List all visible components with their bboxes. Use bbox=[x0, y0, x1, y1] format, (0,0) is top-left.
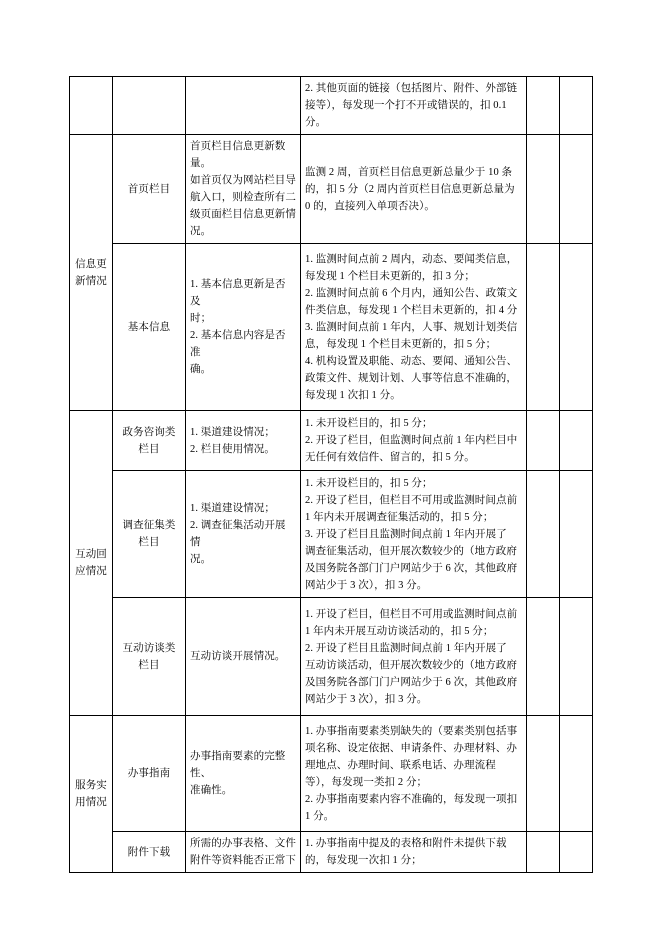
desc-line: 互动访谈开展情况。 bbox=[190, 651, 286, 662]
cell-note[interactable] bbox=[560, 716, 593, 832]
desc-line: 况。 bbox=[190, 554, 212, 565]
item-line: 政务咨询类 bbox=[122, 426, 176, 438]
rule-line: 理地点、办理时间、联系电话、办理流程 bbox=[305, 759, 496, 771]
desc-line: 时； bbox=[190, 313, 212, 324]
rule-line: 1. 未开设栏目的，扣 5 分； bbox=[305, 418, 433, 429]
cell-note[interactable] bbox=[560, 471, 593, 598]
rule-line: 2. 办事指南要素内容不准确的，每发现一项扣 bbox=[305, 793, 518, 805]
cell-item: 办事指南 bbox=[113, 716, 186, 832]
desc-line: 况。 bbox=[190, 226, 212, 237]
desc-line: 2. 调查征集活动开展情 bbox=[190, 520, 286, 548]
cell-note[interactable] bbox=[560, 77, 593, 135]
rule-line: 及国务院各部门门户网站少于 6 次，其他政府 bbox=[305, 562, 518, 574]
cell-item: 基本信息 bbox=[113, 244, 186, 411]
cell-description bbox=[186, 77, 301, 135]
rule-line: 调查征集活动，但开展次数较少的（地方政府 bbox=[305, 545, 517, 557]
rule-line: 3. 监测时间点前 1 年内，人事、规划计划类信 bbox=[305, 321, 518, 333]
rule-line: 每发现 1 次扣 1 分。 bbox=[305, 389, 401, 401]
category-line: 信息更 bbox=[75, 258, 107, 270]
rule-line: 息，每发现 1 个栏目未更新的，扣 5 分； bbox=[305, 338, 497, 350]
desc-line: 所需的办事表格、文件 bbox=[190, 838, 296, 849]
cell-note[interactable] bbox=[560, 832, 593, 873]
rule-line: 件类信息，每发现 1 个栏目未更新的，扣 4 分 bbox=[305, 304, 518, 316]
rule-line: 无任何有效信件、留言的，扣 5 分。 bbox=[305, 452, 475, 463]
rule-line: 等），每发现一类扣 2 分； bbox=[305, 776, 428, 788]
cell-score[interactable] bbox=[527, 471, 560, 598]
item-line: 互动访谈类 bbox=[122, 642, 176, 654]
cell-rule bbox=[301, 598, 527, 716]
desc-line: 2. 栏目使用情况。 bbox=[190, 443, 275, 455]
cell-rule bbox=[301, 832, 527, 873]
rule-line: 3. 开设了栏目且监测时间点前 1 年内开展了 bbox=[305, 528, 507, 540]
cell-note[interactable] bbox=[560, 411, 593, 471]
cell-rule bbox=[301, 471, 527, 598]
rule-line: 1 年内未开展互动访谈活动的，扣 5 分； bbox=[305, 625, 494, 637]
cell-score[interactable] bbox=[527, 598, 560, 716]
rule-line: 0 的，直接列入单项否决）。 bbox=[305, 200, 436, 212]
cell-item bbox=[113, 77, 186, 135]
cell-description bbox=[186, 411, 301, 471]
rule-line: 2. 开设了栏目且监测时间点前 1 年内开展了 bbox=[305, 642, 507, 654]
category-line: 互动回 bbox=[75, 549, 107, 560]
item-line: 栏目 bbox=[138, 537, 160, 548]
desc-line: 如首页仅为网站栏目导 bbox=[190, 175, 296, 186]
rule-line: 2. 开设了栏目，但监测时间点前 1 年内栏目中 bbox=[305, 435, 518, 446]
cell-category bbox=[70, 77, 113, 135]
category-line: 应情况 bbox=[75, 566, 107, 577]
rule-line: 分。 bbox=[305, 117, 327, 128]
cell-score[interactable] bbox=[527, 832, 560, 873]
cell-score[interactable] bbox=[527, 716, 560, 832]
rule-line: 1. 办事指南要素类别缺失的（要素类别包括事 bbox=[305, 725, 518, 737]
cell-item: 首页栏目 bbox=[113, 135, 186, 244]
rule-line: 1 分。 bbox=[305, 810, 335, 822]
cell-rule bbox=[301, 411, 527, 471]
cell-description bbox=[186, 598, 301, 716]
rule-line: 网站少于 3 次），扣 3 分。 bbox=[305, 579, 428, 591]
table-row bbox=[70, 411, 593, 471]
desc-line: 首页栏目信息更新数量。 bbox=[190, 141, 286, 169]
item-line: 栏目 bbox=[138, 443, 160, 455]
category-line: 新情况 bbox=[75, 275, 107, 287]
desc-line: 准确性。 bbox=[190, 785, 233, 796]
rule-line: 2. 监测时间点前 6 个月内，通知公告、政策文 bbox=[305, 287, 518, 299]
rule-line: 2. 其他页面的链接（包括图片、附件、外部链 bbox=[305, 83, 518, 94]
table-row bbox=[70, 716, 593, 832]
table-row bbox=[70, 77, 593, 135]
category-line: 服务实 bbox=[75, 780, 107, 791]
item-line: 调查征集类 bbox=[122, 520, 176, 531]
table-row bbox=[70, 598, 593, 716]
cell-category-group bbox=[70, 411, 113, 716]
desc-line: 确。 bbox=[190, 364, 212, 375]
evaluation-criteria-table bbox=[69, 76, 593, 873]
cell-description bbox=[186, 135, 301, 244]
rule-line: 1. 监测时间点前 2 周内，动态、要闻类信息， bbox=[305, 253, 518, 265]
cell-note[interactable] bbox=[560, 598, 593, 716]
table-row bbox=[70, 832, 593, 873]
rule-line: 1 年内未开展调查征集活动的，扣 5 分； bbox=[305, 511, 494, 523]
desc-line: 1. 渠道建设情况； bbox=[190, 426, 275, 438]
rule-line: 每发现 1 个栏目未更新的，扣 3 分； bbox=[305, 270, 475, 282]
rule-line: 的，每发现一次扣 1 分； bbox=[305, 855, 422, 866]
desc-line: 2. 基本信息内容是否准 bbox=[190, 330, 286, 358]
desc-line: 1. 基本信息更新是否及 bbox=[190, 279, 286, 307]
rule-line: 2. 开设了栏目，但栏目不可用或监测时间点前 bbox=[305, 494, 518, 506]
rule-line: 监测 2 周，首页栏目信息更新总量少于 10 条 bbox=[305, 166, 513, 178]
rule-line: 的，扣 5 分（2 周内首页栏目信息更新总量为 bbox=[305, 183, 515, 195]
item-line: 栏目 bbox=[138, 659, 160, 671]
rule-line: 接等），每发现一个打不开或错误的，扣 0.1 bbox=[305, 100, 507, 111]
rule-line: 1. 开设了栏目，但栏目不可用或监测时间点前 bbox=[305, 608, 518, 620]
cell-category-group bbox=[70, 716, 113, 873]
cell-description bbox=[186, 471, 301, 598]
rule-line: 1. 办事指南中提及的表格和附件未提供下载 bbox=[305, 838, 507, 849]
cell-note[interactable] bbox=[560, 244, 593, 411]
cell-note[interactable] bbox=[560, 135, 593, 244]
cell-rule bbox=[301, 716, 527, 832]
cell-description bbox=[186, 716, 301, 832]
cell-rule bbox=[301, 77, 527, 135]
cell-score[interactable] bbox=[527, 77, 560, 135]
table-row bbox=[70, 135, 593, 244]
cell-category-group bbox=[70, 135, 113, 411]
rule-line: 互动访谈活动，但开展次数较少的（地方政府 bbox=[305, 659, 517, 671]
cell-score[interactable] bbox=[527, 411, 560, 471]
cell-rule bbox=[301, 244, 527, 411]
rule-line: 1. 未开设栏目的，扣 5 分； bbox=[305, 477, 433, 489]
cell-rule bbox=[301, 135, 527, 244]
rule-line: 政策文件、规划计划、人事等信息不准确的， bbox=[305, 372, 517, 384]
cell-item bbox=[113, 411, 186, 471]
desc-line: 1. 渠道建设情况； bbox=[190, 503, 275, 514]
rule-line: 网站少于 3 次），扣 3 分。 bbox=[305, 693, 428, 705]
cell-item bbox=[113, 598, 186, 716]
desc-line: 航入口，则检查所有二 bbox=[190, 192, 296, 203]
category-line: 用情况 bbox=[75, 797, 107, 808]
desc-line: 级页面栏目信息更新情 bbox=[190, 209, 296, 220]
cell-item: 附件下载 bbox=[113, 832, 186, 873]
desc-line: 附件等资料能否正常下 bbox=[190, 855, 296, 866]
rule-line: 及国务院各部门门户网站少于 6 次，其他政府 bbox=[305, 676, 518, 688]
cell-score[interactable] bbox=[527, 135, 560, 244]
rule-line: 项名称、设定依据、申请条件、办理材料、办 bbox=[305, 742, 517, 754]
table-row bbox=[70, 471, 593, 598]
table-row bbox=[70, 244, 593, 411]
cell-description bbox=[186, 244, 301, 411]
table-body bbox=[70, 77, 593, 873]
cell-description bbox=[186, 832, 301, 873]
cell-score[interactable] bbox=[527, 244, 560, 411]
rule-line: 4. 机构设置及职能、动态、要闻、通知公告、 bbox=[305, 355, 518, 367]
desc-line: 办事指南要素的完整性、 bbox=[190, 751, 286, 779]
cell-item bbox=[113, 471, 186, 598]
